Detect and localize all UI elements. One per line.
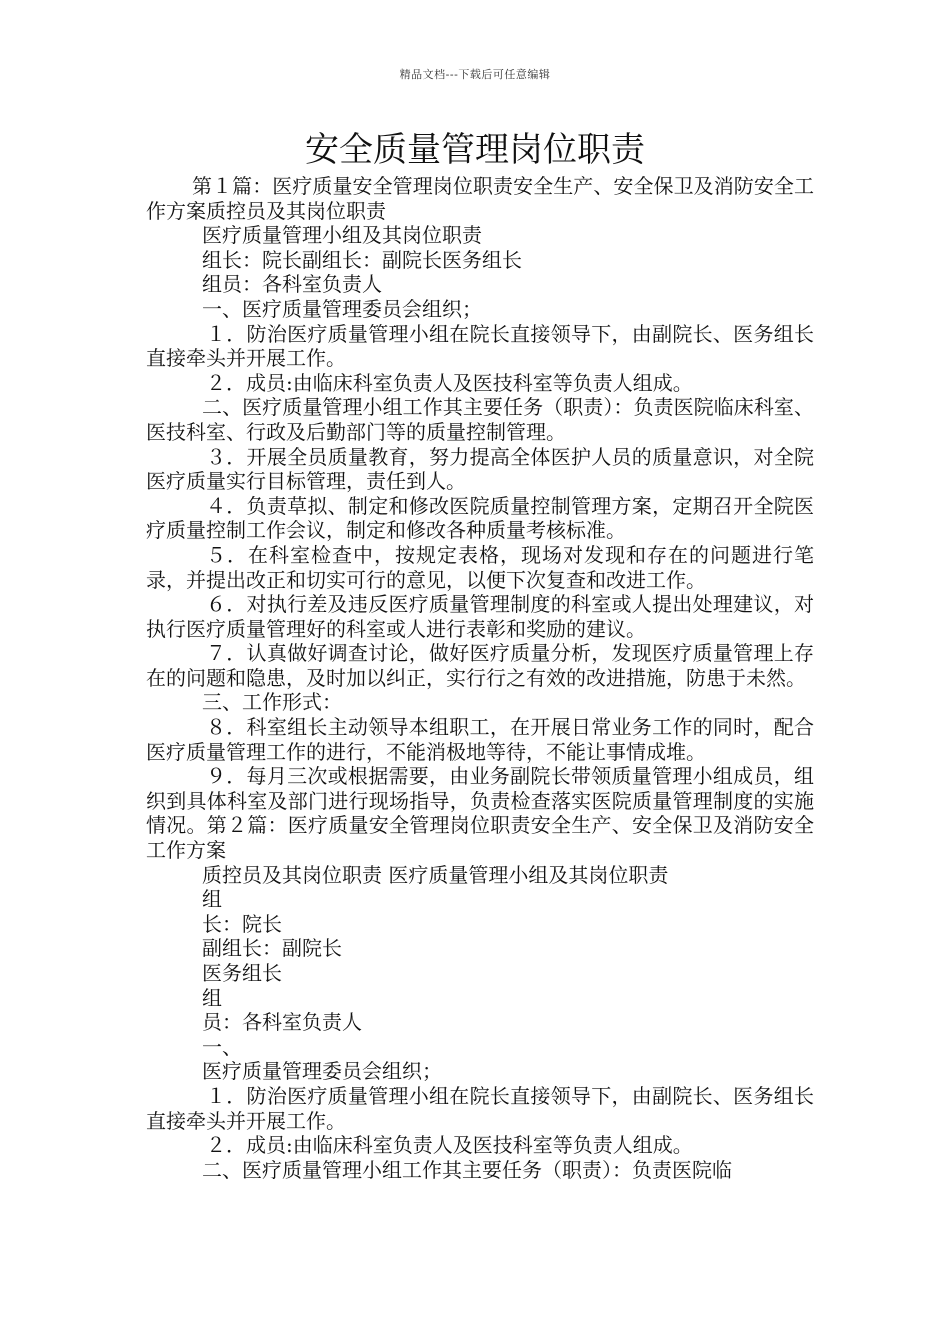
body-paragraph: ９．每月三次或根据需要，由业务副院长带领质量管理小组成员，组织到具体科室及部门进行现场指导，负责检查落实医院质量管理制度的实施情况。第２篇：医疗质量安全管理岗位职责安全生产、安全保卫及消防安全工作方案	[146, 764, 814, 863]
body-paragraph: １．防治医疗质量管理小组在院长直接领导下，由副院长、医务组长直接牵头并开展工作。	[146, 321, 814, 371]
body-paragraph: 二、医疗质量管理小组工作其主要任务（职责）：负责医院临床科室、医技科室、行政及后勤部门等的质量控制管理。	[146, 395, 814, 444]
body-paragraph: ２．成员:由临床科室负责人及医技科室等负责人组成。	[206, 1133, 693, 1158]
document-title: 安全质量管理岗位职责	[305, 130, 645, 170]
body-paragraph: ８．科室组长主动领导本组职工，在开展日常业务工作的同时，配合医疗质量管理工作的进行，不能消极地等待，不能让事情成堆。	[146, 715, 814, 764]
body-paragraph: ５．在科室检查中，按规定表格，现场对发现和存在的问题进行笔录，并提出改正和切实可行的意见，以便下次复查和改进工作。	[146, 542, 814, 592]
page-header-note: 精品文档---下载后可任意编辑	[399, 68, 551, 81]
body-paragraph: 医疗质量管理小组及其岗位职责	[202, 223, 482, 248]
body-paragraph: 副组长：副院长	[202, 936, 342, 961]
body-paragraph: 三、工作形式：	[202, 690, 342, 715]
body-paragraph: 质控员及其岗位职责 医疗质量管理小组及其岗位职责	[202, 862, 669, 887]
body-paragraph: 第１篇：医疗质量安全管理岗位职责安全生产、安全保卫及消防安全工作方案质控员及其岗位职责	[146, 174, 814, 223]
body-paragraph: 组长：院长副组长：副院长医务组长	[202, 247, 522, 272]
body-paragraph: ２．成员:由临床科室负责人及医技科室等负责人组成。	[206, 370, 693, 395]
body-paragraph: 一、	[202, 1034, 242, 1059]
body-paragraph: 员：各科室负责人	[202, 1010, 362, 1035]
body-paragraph: 组	[202, 887, 222, 912]
body-paragraph: 医务组长	[202, 961, 282, 985]
body-paragraph: 一、医疗质量管理委员会组织；	[202, 296, 482, 321]
body-paragraph: 组	[202, 985, 222, 1010]
body-paragraph: ３．开展全员质量教育，努力提高全体医护人员的质量意识，对全院医疗质量实行目标管理，责任到人。	[146, 444, 814, 494]
body-paragraph: 组员：各科室负责人	[202, 272, 382, 297]
body-paragraph: ６．对执行差及违反医疗质量管理制度的科室或人提出处理建议，对执行医疗质量管理好的科室或人进行表彰和奖励的建议。	[146, 592, 814, 641]
body-paragraph: 二、医疗质量管理小组工作其主要任务（职责）：负责医院临	[202, 1157, 732, 1182]
body-paragraph: ４．负责草拟、制定和修改医院质量控制管理方案，定期召开全院医疗质量控制工作会议，制定和修改各种质量考核标准。	[146, 493, 814, 543]
body-paragraph: １．防治医疗质量管理小组在院长直接领导下，由副院长、医务组长直接牵头并开展工作。	[146, 1083, 814, 1133]
body-paragraph: 长：院长	[202, 911, 282, 936]
body-paragraph: 医疗质量管理委员会组织；	[202, 1059, 442, 1084]
body-paragraph: ７．认真做好调查讨论，做好医疗质量分析，发现医疗质量管理上存在的问题和隐患，及时加以纠正，实行行之有效的改进措施，防患于未然。	[146, 641, 814, 690]
document-body	[146, 174, 814, 1182]
